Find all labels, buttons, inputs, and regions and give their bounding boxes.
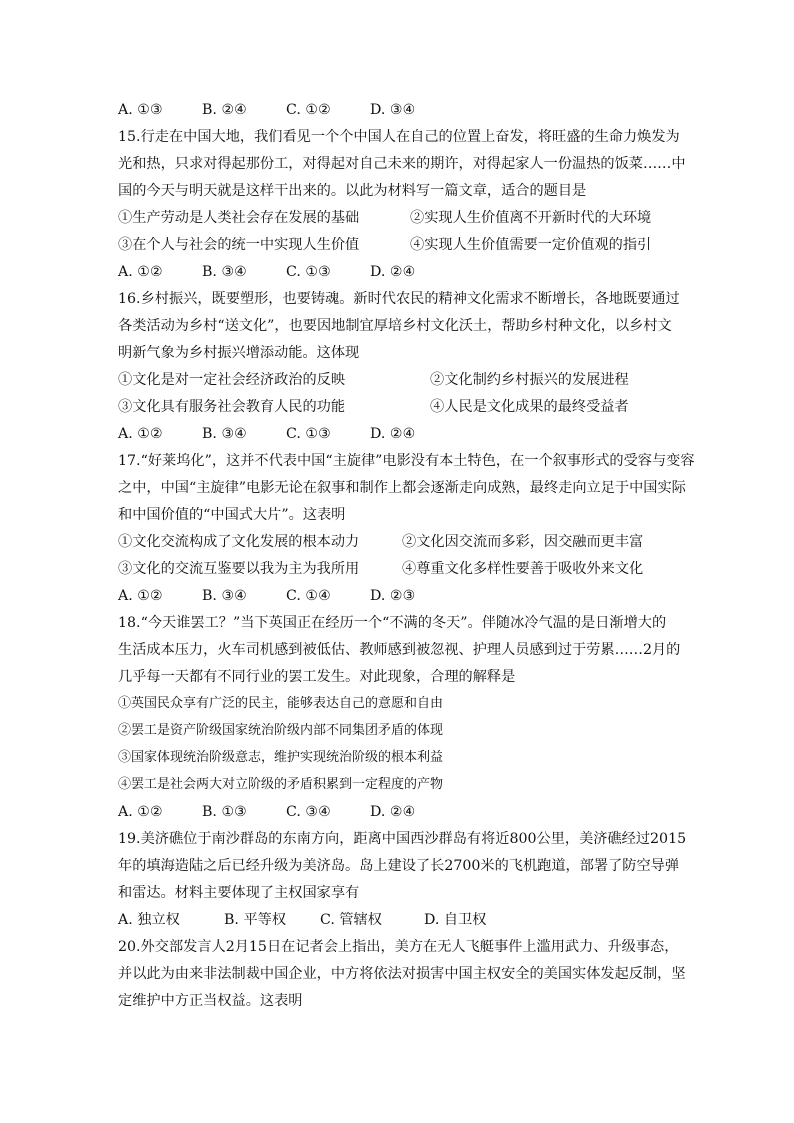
q15-answer-c: C. ①③ <box>286 264 331 280</box>
q16-stem-line: 明新气象为乡村振兴增添动能。这体现 <box>118 345 360 361</box>
q16-answer-c: C. ①③ <box>286 426 331 442</box>
q17-option-4: ④尊重文化多样性要善于吸收外来文化 <box>402 561 644 577</box>
q15-option-4: ④实现人生价值需要一定价值观的指引 <box>410 237 652 253</box>
q16-answer-b: B. ③④ <box>202 426 247 442</box>
q18-option-1: ①英国民众享有广泛的民主，能够表达自己的意愿和自由 <box>118 696 444 711</box>
q14-answer-b: B. ②④ <box>202 102 247 118</box>
q16-stem-line: 16.乡村振兴，既要塑形，也要铸魂。新时代农民的精神文化需求不断增长，各地既要通过 <box>118 291 680 307</box>
q19-stem-line: 年的填海造陆之后已经升级为美济岛。岛上建设了长2700米的飞机跑道，部署了防空导弹 <box>118 858 680 874</box>
q15-answer-d: D. ②④ <box>370 264 416 280</box>
q17-stem-line: 之中，中国“主旋律”电影无论在叙事和制作上都会逐渐走向成熟，最终走向立足于中国实际 <box>118 480 686 496</box>
q19-answer-c: C. 管辖权 <box>320 912 382 928</box>
q17-option-3: ③文化的交流互鉴要以我为主为我所用 <box>118 561 360 577</box>
q18-option-4: ④罢工是社会两大对立阶级的矛盾积累到一定程度的产物 <box>118 777 444 792</box>
q15-stem-line: 15.行走在中国大地，我们看见一个个中国人在自己的位置上奋发，将旺盛的生命力焕发为 <box>118 129 680 145</box>
q14-answer-a: A. ①③ <box>118 102 163 118</box>
q17-answer-d: D. ②③ <box>370 588 416 604</box>
q17-answer-b: B. ③④ <box>202 588 247 604</box>
q19-answer-b: B. 平等权 <box>224 912 287 928</box>
q15-answer-a: A. ①② <box>118 264 163 280</box>
q14-answer-c: C. ①② <box>286 102 331 118</box>
q16-option-3: ③文化具有服务社会教育人民的功能 <box>118 399 346 415</box>
q18-stem-line: 生活成本压力，火车司机感到被低估、教师感到被忽视、护理人员感到过于劳累……2月的 <box>118 642 681 658</box>
q17-stem-line: 和中国价值的“中国式大片”。这表明 <box>118 507 346 523</box>
q17-answer-c: C. ①④ <box>286 588 331 604</box>
q19-answer-d: D. 自卫权 <box>424 912 487 928</box>
q15-stem-line: 光和热，只求对得起那份工，对得起对自己未来的期许，对得起家人一份温热的饭菜……中 <box>118 156 686 172</box>
q18-stem-line: 18.“今天谁罢工？”当下英国正在经历一个“不满的冬天”。伴随冰冷气温的是日渐增大的 <box>118 615 667 631</box>
q15-stem-line: 国的今天与明天就是这样干出来的。以此为材料写一篇文章，适合的题目是 <box>118 183 587 199</box>
q16-option-4: ④人民是文化成果的最终受益者 <box>430 399 629 415</box>
q18-option-2: ②罢工是资产阶级国家统治阶级内部不同集团矛盾的体现 <box>118 723 444 738</box>
q19-stem-line: 和雷达。材料主要体现了主权国家享有 <box>118 885 360 901</box>
q20-stem-line: 20.外交部发言人2月15日在记者会上指出，美方在无人飞艇事件上滥用武力、升级事态， <box>118 939 679 955</box>
q14-answer-d: D. ③④ <box>370 102 416 118</box>
q15-answer-b: B. ③④ <box>202 264 247 280</box>
q17-answer-a: A. ①② <box>118 588 163 604</box>
q18-answer-b: B. ①③ <box>202 804 247 820</box>
q15-option-2: ②实现人生价值离不开新时代的大环境 <box>410 210 652 226</box>
q15-option-3: ③在个人与社会的统一中实现人生价值 <box>118 237 360 253</box>
q18-option-3: ③国家体现统治阶级意志，维护实现统治阶级的根本利益 <box>118 750 444 765</box>
q16-option-1: ①文化是对一定社会经济政治的反映 <box>118 372 346 388</box>
q20-stem-line: 定维护中方正当权益。这表明 <box>118 993 303 1009</box>
q18-answer-a: A. ①② <box>118 804 163 820</box>
q17-option-2: ②文化因交流而多彩，因交融而更丰富 <box>402 534 644 550</box>
q19-stem-line: 19.美济礁位于南沙群岛的东南方向，距离中国西沙群岛有将近800公里，美济礁经过2015 <box>118 831 687 847</box>
q19-answer-a: A. 独立权 <box>118 912 180 928</box>
q18-stem-line: 几乎每一天都有不同行业的罢工发生。对此现象，合理的解释是 <box>118 669 516 685</box>
q17-option-1: ①文化交流构成了文化发展的根本动力 <box>118 534 360 550</box>
q16-stem-line: 各类活动为乡村“送文化”，也要因地制宜厚培乡村文化沃土，帮助乡村种文化，以乡村文 <box>118 318 672 334</box>
q15-option-1: ①生产劳动是人类社会存在发展的基础 <box>118 210 360 226</box>
q16-answer-d: D. ②④ <box>370 426 416 442</box>
q18-answer-d: D. ②④ <box>370 804 416 820</box>
q16-answer-a: A. ①② <box>118 426 163 442</box>
q16-option-2: ②文化制约乡村振兴的发展进程 <box>430 372 629 388</box>
q17-stem-line: 17.“好莱坞化”，这并不代表中国“主旋律”电影没有本土特色，在一个叙事形式的受容与变容 <box>118 453 695 469</box>
q18-answer-c: C. ③④ <box>286 804 331 820</box>
q20-stem-line: 并以此为由来非法制裁中国企业，中方将依法对损害中国主权安全的美国实体发起反制，坚 <box>118 966 686 982</box>
